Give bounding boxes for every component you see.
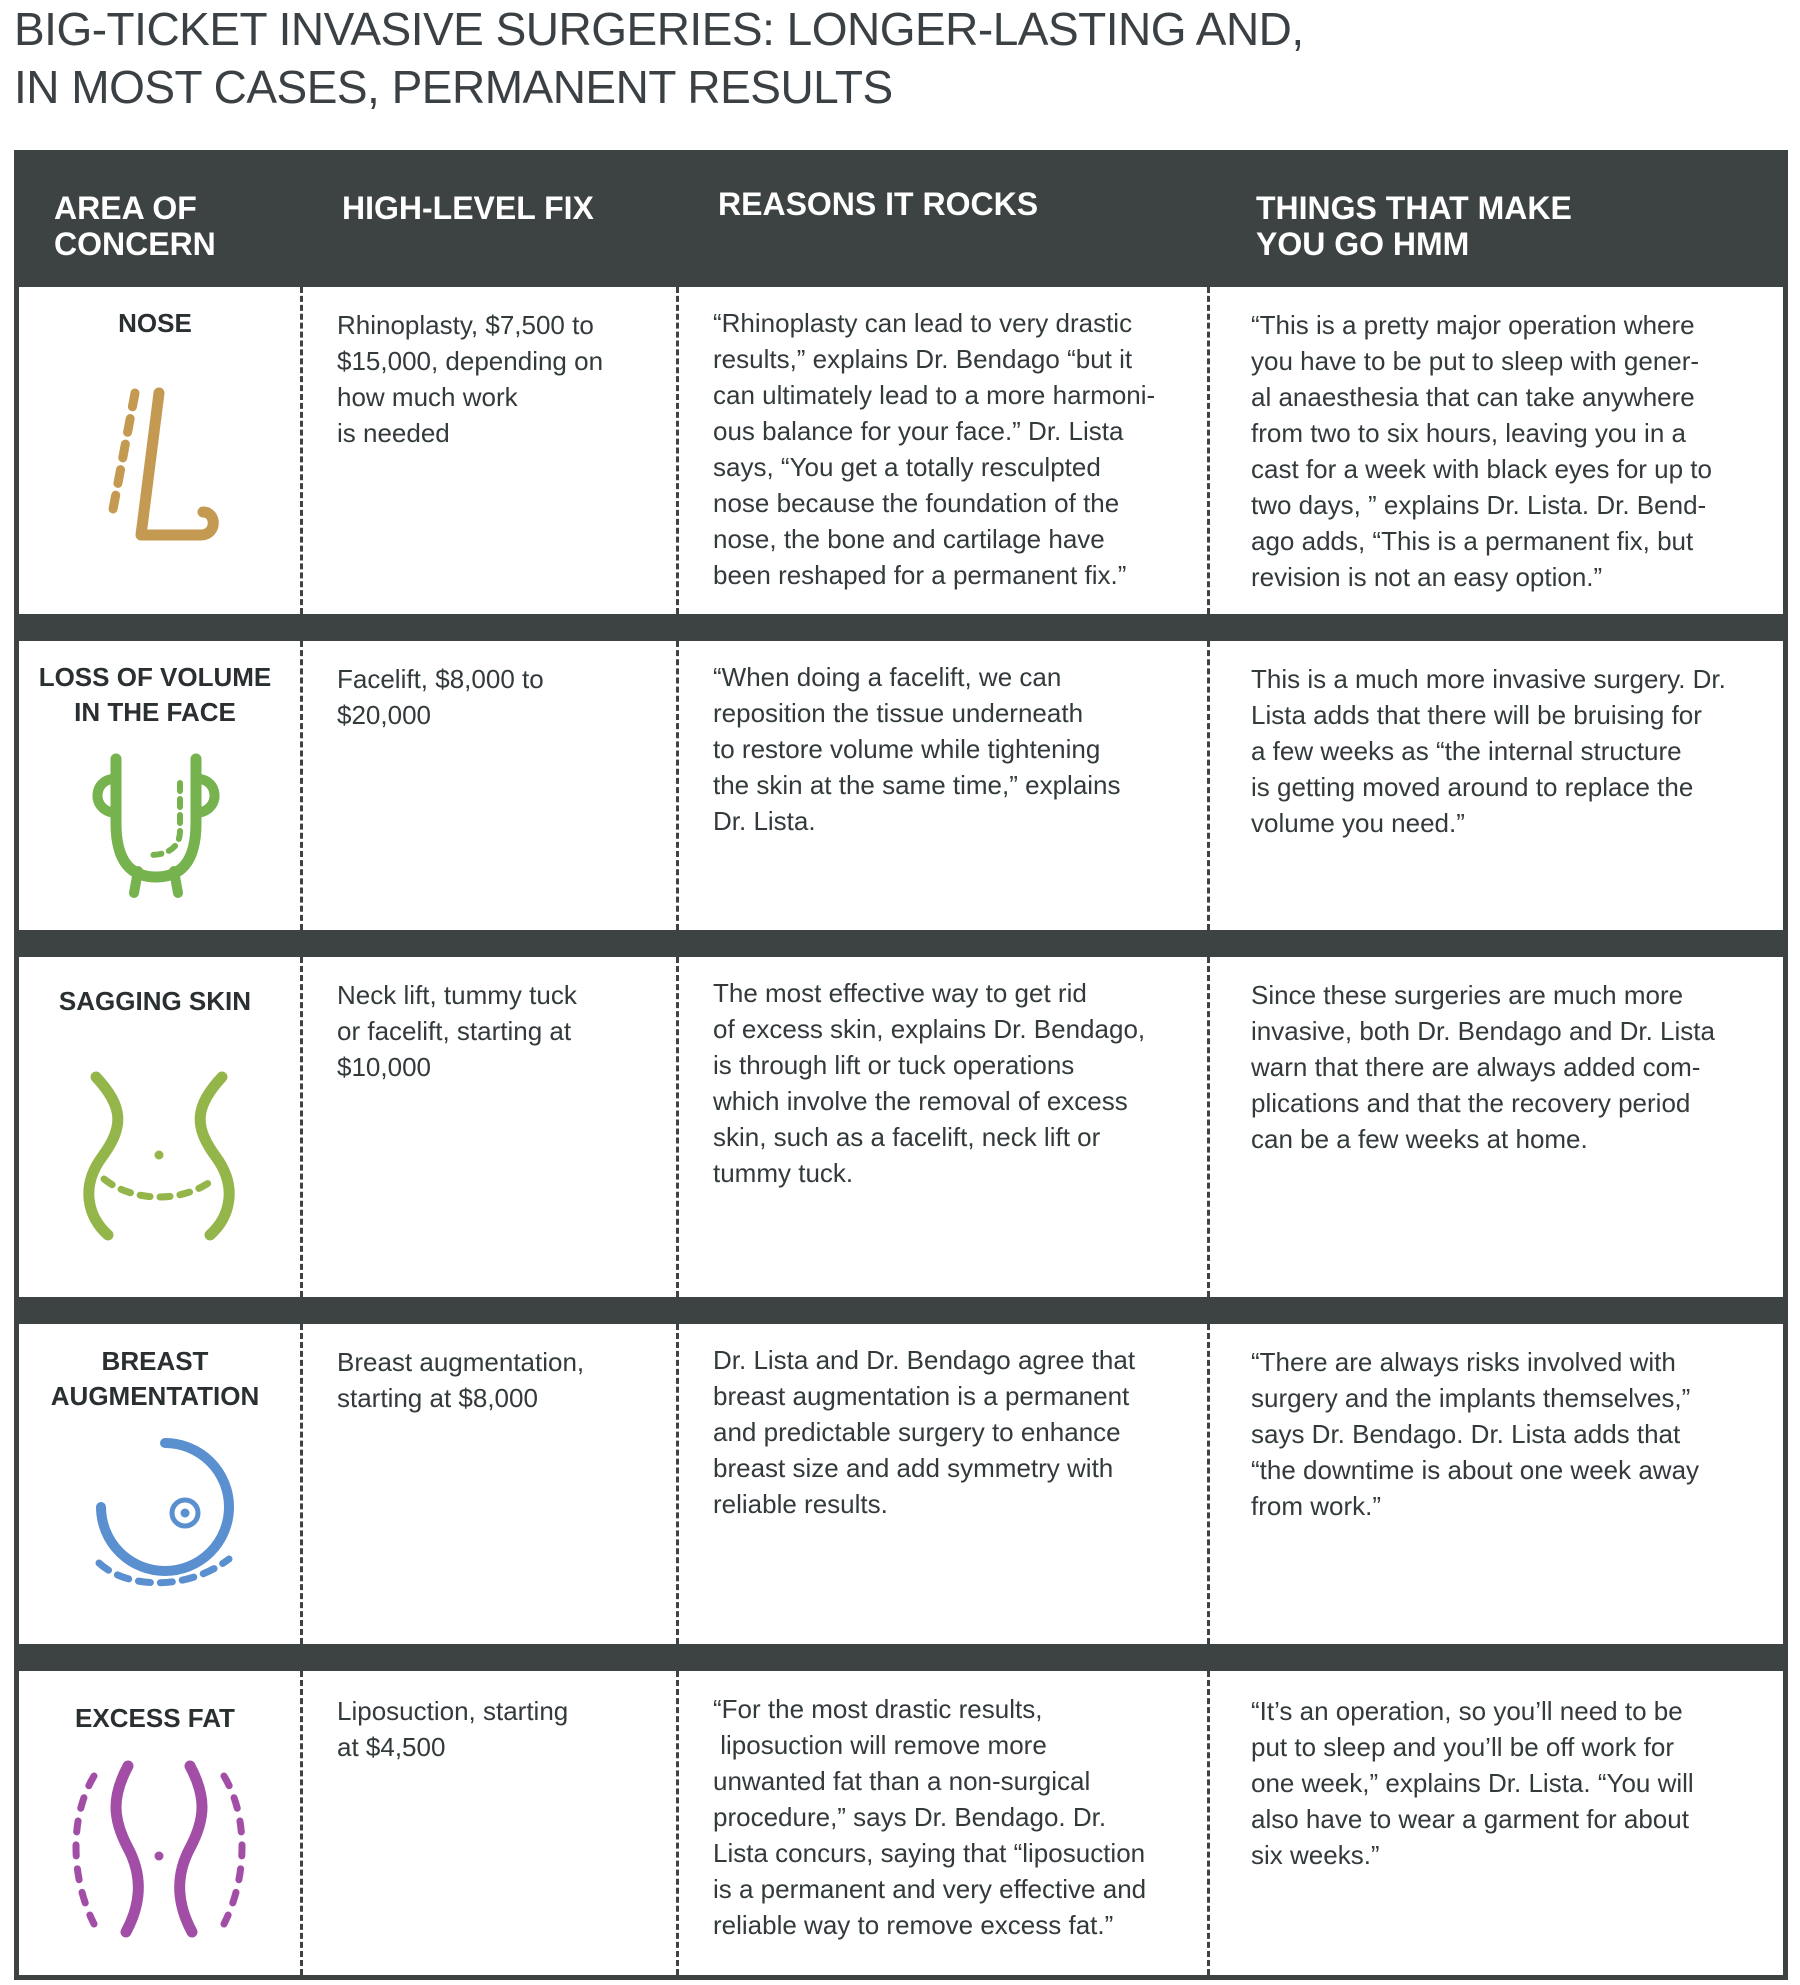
hmm-text bbox=[1251, 661, 1726, 841]
table-row bbox=[19, 1324, 1783, 1644]
column-divider bbox=[300, 1671, 303, 1975]
column-header-fix bbox=[342, 190, 594, 226]
reasons-line: Dr. Lista. bbox=[713, 806, 816, 836]
reasons-line: The most effective way to get rid bbox=[713, 978, 1087, 1008]
table-header bbox=[14, 150, 1788, 285]
hmm-line: from work.” bbox=[1251, 1491, 1381, 1521]
reasons-line: of excess skin, explains Dr. Bendago, bbox=[713, 1014, 1146, 1044]
fix-line: or facelift, starting at bbox=[337, 1016, 572, 1046]
reasons-line: says, “You get a totally resculpted bbox=[713, 452, 1101, 482]
reasons-line: nose because the foundation of the bbox=[713, 488, 1120, 518]
reasons-line: ous balance for your face.” Dr. Lista bbox=[713, 416, 1124, 446]
reasons-line: breast size and add symmetry with bbox=[713, 1453, 1114, 1483]
reasons-line: is a permanent and very effective and bbox=[713, 1874, 1147, 1904]
fix-text bbox=[337, 977, 577, 1085]
hmm-line: from two to six hours, leaving you in a bbox=[1251, 418, 1686, 448]
fix-text bbox=[337, 1344, 584, 1416]
hmm-line: This is a much more invasive surgery. Dr. bbox=[1251, 664, 1726, 694]
excess-fat-icon bbox=[64, 1756, 254, 1946]
reasons-line: “Rhinoplasty can lead to very drastic bbox=[713, 308, 1133, 338]
column-divider bbox=[1207, 287, 1210, 614]
column-divider bbox=[1207, 1324, 1210, 1644]
column-divider bbox=[676, 957, 679, 1297]
hmm-text bbox=[1251, 977, 1715, 1157]
fix-line: Breast augmentation, bbox=[337, 1347, 585, 1377]
reasons-line: skin, such as a facelift, neck lift or bbox=[713, 1122, 1101, 1152]
reasons-text bbox=[713, 975, 1145, 1191]
fix-line: Neck lift, tummy tuck bbox=[337, 980, 577, 1010]
table-row bbox=[19, 641, 1783, 930]
header-line: YOU GO HMM bbox=[1256, 226, 1470, 262]
fix-line: $20,000 bbox=[337, 700, 431, 730]
area-label-line: EXCESS FAT bbox=[75, 1703, 235, 1733]
reasons-line: reliable results. bbox=[713, 1489, 888, 1519]
fix-line: Liposuction, starting bbox=[337, 1696, 569, 1726]
area-label-line: SAGGING SKIN bbox=[58, 986, 252, 1016]
hmm-line: volume you need.” bbox=[1251, 808, 1465, 838]
area-label-line: NOSE bbox=[118, 308, 192, 338]
reasons-line: and predictable surgery to enhance bbox=[713, 1417, 1121, 1447]
area-label-line: LOSS OF VOLUME bbox=[38, 662, 272, 692]
column-divider bbox=[676, 641, 679, 930]
hmm-line: cast for a week with black eyes for up to bbox=[1251, 454, 1712, 484]
area-label-line: BREAST bbox=[101, 1346, 209, 1376]
fix-line: Rhinoplasty, $7,500 to bbox=[337, 310, 594, 340]
header-line: THINGS THAT MAKE bbox=[1256, 190, 1572, 226]
hmm-line: warn that there are always added com- bbox=[1251, 1052, 1701, 1082]
hmm-line: surgery and the implants themselves,” bbox=[1251, 1383, 1691, 1413]
fix-line: is needed bbox=[337, 418, 450, 448]
hmm-line: “This is a pretty major operation where bbox=[1251, 310, 1695, 340]
hmm-text bbox=[1251, 1693, 1694, 1873]
hmm-line: Lista adds that there will be bruising for bbox=[1251, 700, 1702, 730]
hmm-line: Since these surgeries are much more bbox=[1251, 980, 1684, 1010]
hmm-line: a few weeks as “the internal structure bbox=[1251, 736, 1682, 766]
reasons-line: to restore volume while tightening bbox=[713, 734, 1101, 764]
surgery-comparison-table bbox=[14, 150, 1788, 1980]
fix-line: starting at $8,000 bbox=[337, 1383, 538, 1413]
hmm-line: says Dr. Bendago. Dr. Lista adds that bbox=[1251, 1419, 1681, 1449]
reasons-line: Dr. Lista and Dr. Bendago agree that bbox=[713, 1345, 1136, 1375]
header-line: AREA OF bbox=[54, 190, 197, 226]
face-icon bbox=[84, 751, 234, 901]
hmm-line: plications and that the recovery period bbox=[1251, 1088, 1691, 1118]
reasons-line: Lista concurs, saying that “liposuction bbox=[713, 1838, 1146, 1868]
reasons-line: can ultimately lead to a more harmoni- bbox=[713, 380, 1156, 410]
hmm-text bbox=[1251, 1344, 1699, 1524]
fix-text bbox=[337, 307, 603, 451]
header-line: CONCERN bbox=[54, 226, 216, 262]
reasons-line: the skin at the same time,” explains bbox=[713, 770, 1121, 800]
reasons-line: results,” explains Dr. Bendago “but it bbox=[713, 344, 1133, 374]
fix-line: Facelift, $8,000 to bbox=[337, 664, 544, 694]
column-divider bbox=[1207, 1671, 1210, 1975]
reasons-line: reliable way to remove excess fat.” bbox=[713, 1910, 1114, 1940]
hmm-line: al anaesthesia that can take anywhere bbox=[1251, 382, 1695, 412]
reasons-line: “When doing a facelift, we can bbox=[713, 662, 1062, 692]
reasons-line: reposition the tissue underneath bbox=[713, 698, 1084, 728]
title-line: BIG-TICKET INVASIVE SURGERIES: LONGER-LASTING AND, bbox=[14, 3, 1304, 55]
hmm-line: “It’s an operation, so you’ll need to be bbox=[1251, 1696, 1683, 1726]
reasons-text bbox=[713, 305, 1155, 593]
hmm-line: invasive, both Dr. Bendago and Dr. Lista bbox=[1251, 1016, 1715, 1046]
reasons-line: breast augmentation is a permanent bbox=[713, 1381, 1130, 1411]
hmm-line: also have to wear a garment for about bbox=[1251, 1804, 1689, 1834]
reasons-text bbox=[713, 1342, 1135, 1522]
column-divider bbox=[1207, 957, 1210, 1297]
hmm-line: two days, ” explains Dr. Lista. Dr. Bend- bbox=[1251, 490, 1707, 520]
column-divider bbox=[300, 957, 303, 1297]
area-label bbox=[19, 660, 291, 730]
reasons-line: nose, the bone and cartilage have bbox=[713, 524, 1105, 554]
title-line: IN MOST CASES, PERMANENT RESULTS bbox=[14, 61, 893, 113]
fix-text bbox=[337, 661, 544, 733]
hmm-line: revision is not an easy option.” bbox=[1251, 562, 1603, 592]
column-header-area bbox=[54, 190, 216, 262]
area-label bbox=[19, 984, 291, 1019]
table-row bbox=[19, 1671, 1783, 1975]
reasons-line: “For the most drastic results, bbox=[713, 1694, 1043, 1724]
column-header-reasons bbox=[718, 186, 1038, 222]
area-label-line: AUGMENTATION bbox=[50, 1381, 260, 1411]
hmm-line: six weeks.” bbox=[1251, 1840, 1380, 1870]
hmm-line: “There are always risks involved with bbox=[1251, 1347, 1676, 1377]
fix-line: at $4,500 bbox=[337, 1732, 446, 1762]
breast-icon bbox=[77, 1429, 247, 1599]
sagging-skin-icon bbox=[74, 1067, 244, 1247]
header-line: REASONS IT ROCKS bbox=[718, 186, 1039, 222]
page-title bbox=[14, 0, 1774, 116]
reasons-line: tummy tuck. bbox=[713, 1158, 854, 1188]
reasons-line: which involve the removal of excess bbox=[713, 1086, 1128, 1116]
hmm-line: you have to be put to sleep with gener- bbox=[1251, 346, 1700, 376]
fix-text bbox=[337, 1693, 568, 1765]
fix-line: $10,000 bbox=[337, 1052, 431, 1082]
hmm-line: is getting moved around to replace the bbox=[1251, 772, 1694, 802]
reasons-line: unwanted fat than a non-surgical bbox=[713, 1766, 1091, 1796]
reasons-text bbox=[713, 659, 1121, 839]
fix-line: how much work bbox=[337, 382, 518, 412]
column-divider bbox=[300, 641, 303, 930]
hmm-text bbox=[1251, 307, 1712, 595]
area-label bbox=[19, 306, 291, 341]
reasons-line: been reshaped for a permanent fix.” bbox=[713, 560, 1127, 590]
reasons-line: liposuction will remove more bbox=[713, 1730, 1047, 1760]
column-divider bbox=[676, 1671, 679, 1975]
reasons-text bbox=[713, 1691, 1146, 1943]
header-line: HIGH-LEVEL FIX bbox=[342, 190, 594, 226]
column-divider bbox=[676, 1324, 679, 1644]
hmm-line: “the downtime is about one week away bbox=[1251, 1455, 1700, 1485]
column-divider bbox=[300, 287, 303, 614]
area-label bbox=[19, 1344, 291, 1414]
hmm-line: can be a few weeks at home. bbox=[1251, 1124, 1588, 1154]
reasons-line: procedure,” says Dr. Bendago. Dr. bbox=[713, 1802, 1107, 1832]
table-row bbox=[19, 287, 1783, 614]
column-divider bbox=[300, 1324, 303, 1644]
hmm-line: one week,” explains Dr. Lista. “You will bbox=[1251, 1768, 1694, 1798]
nose-icon bbox=[89, 385, 239, 555]
fix-line: $15,000, depending on bbox=[337, 346, 604, 376]
hmm-line: put to sleep and you’ll be off work for bbox=[1251, 1732, 1674, 1762]
area-label bbox=[19, 1701, 291, 1736]
column-divider bbox=[1207, 641, 1210, 930]
column-divider bbox=[676, 287, 679, 614]
hmm-line: ago adds, “This is a permanent fix, but bbox=[1251, 526, 1694, 556]
table-row bbox=[19, 957, 1783, 1297]
column-header-hmm bbox=[1256, 190, 1572, 262]
area-label-line: IN THE FACE bbox=[74, 697, 236, 727]
reasons-line: is through lift or tuck operations bbox=[713, 1050, 1075, 1080]
